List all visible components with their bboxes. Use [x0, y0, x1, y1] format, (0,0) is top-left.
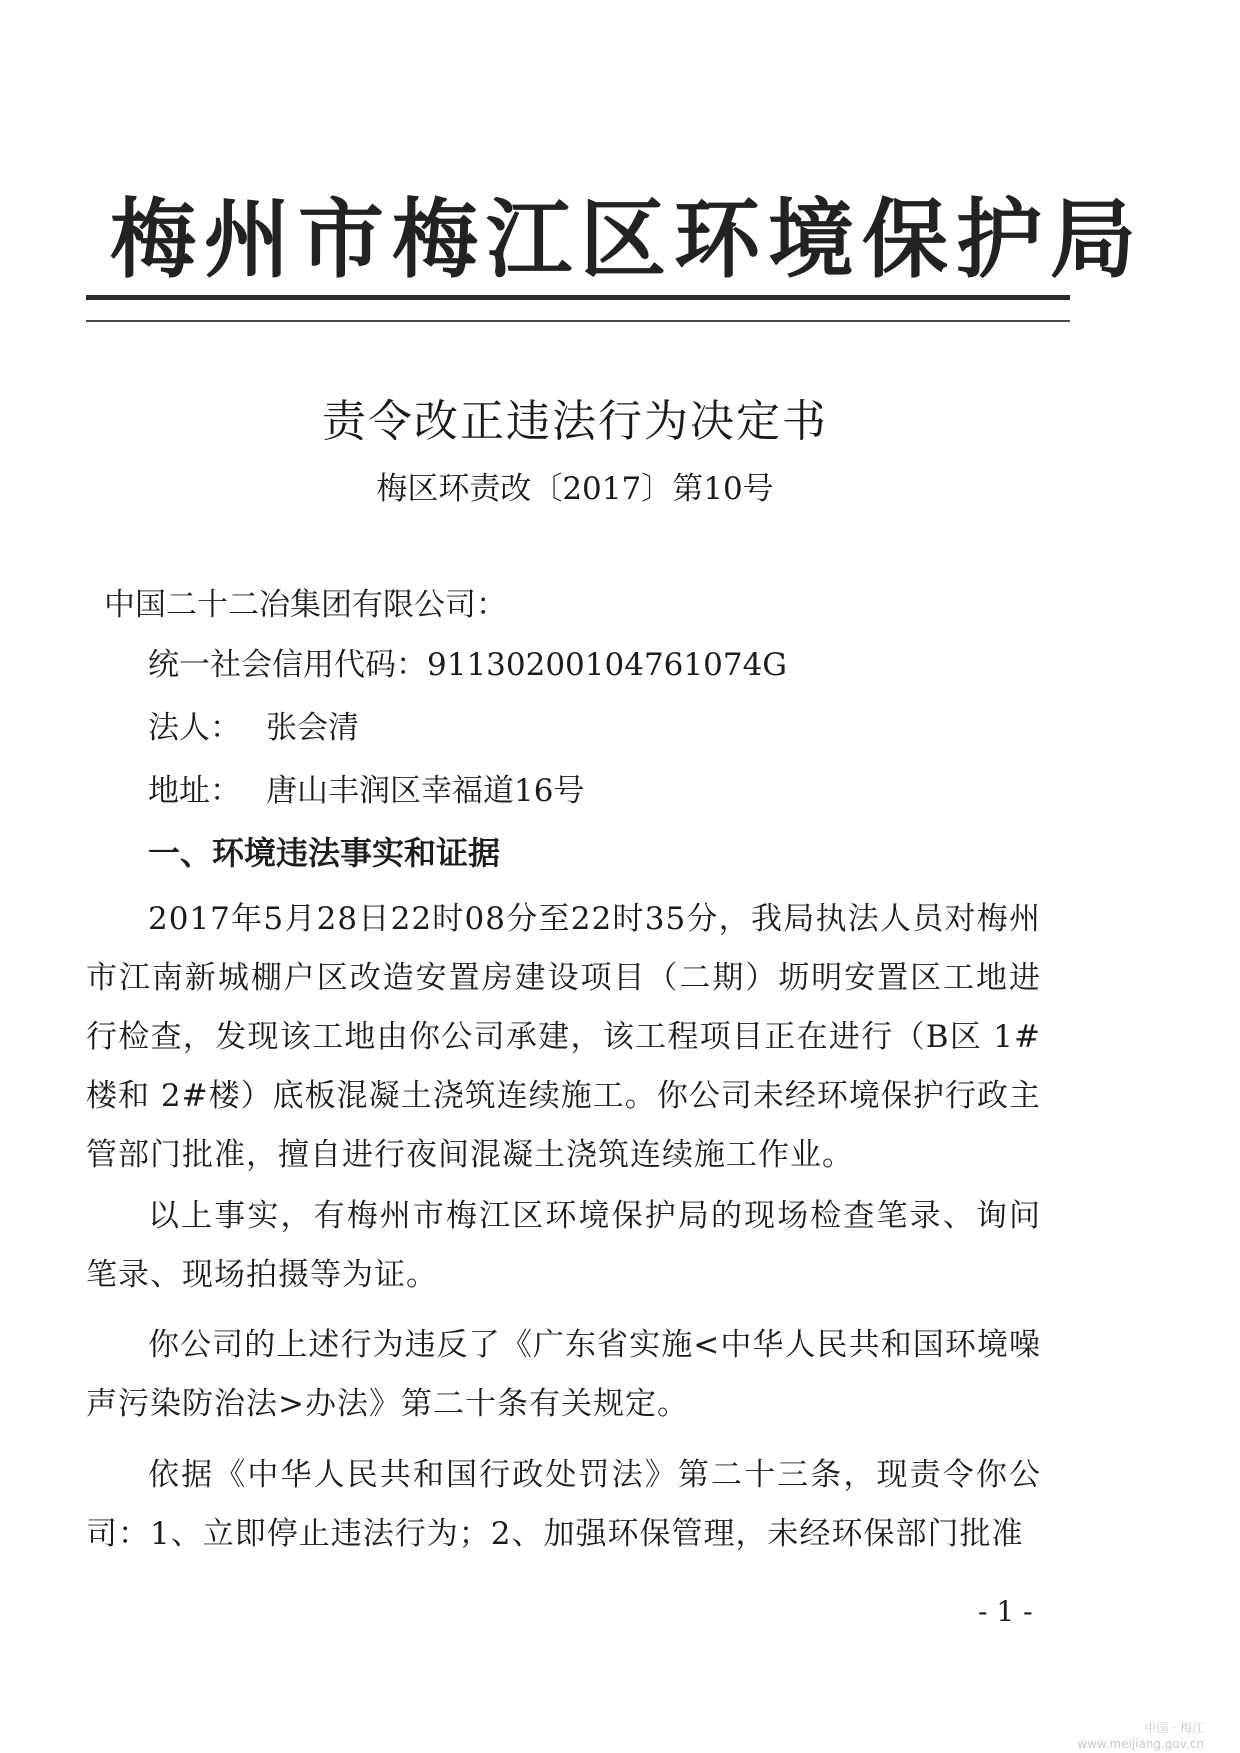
- paragraph-order: 依据《中华人民共和国行政处罚法》第二十三条，现责令你公司：1、立即停止违法行为；2、加强环保管理，未经环保部门批准: [86, 1457, 1041, 1552]
- address-value: 唐山丰润区幸福道16号: [266, 773, 585, 809]
- section-heading: 一、环境违法事实和证据: [148, 834, 501, 872]
- document-number: 梅区环责改〔2017〕第10号: [376, 471, 774, 507]
- address-row: [148, 766, 584, 816]
- watermark-site-name: 中国 · 梅江: [1144, 1721, 1204, 1735]
- site-watermark: [1077, 1720, 1204, 1752]
- agency-letterhead: 梅州市梅江区环境保护局: [110, 190, 1144, 290]
- watermark-url: www.meijiang.gov.cn: [1077, 1737, 1204, 1751]
- recipient-name: 中国二十二冶集团有限公司：: [104, 587, 507, 623]
- credit-code-value: 911302001047610​74G: [427, 647, 788, 683]
- letterhead-divider-thin: [86, 320, 1070, 322]
- document-title: 责令改正违法行为决定书: [322, 396, 828, 447]
- credit-code-label: 统一社会信用代码：: [148, 647, 427, 683]
- address-label: 地址：: [148, 773, 241, 809]
- paragraph-facts: 2017年5月28日22时08分至22时35分，我局执法人员对梅州市江南新城棚户区改造安置房建设项目（二期）坜明安置区工地进行检查，发现该工地由你公司承建，该工程项目正在进行（B区 1#楼和 2#楼）底板混凝土浇筑连续施工。你公司未经环境保护行政主管部门批准，擅自进行夜间混凝土浇筑连续施工作业。: [86, 901, 1041, 1173]
- paragraph-violation: 你公司的上述行为违反了《广东省实施<中华人民共和国环境噪声污染防治法>办法》第二十条有关规定。: [86, 1327, 1041, 1422]
- letterhead-divider-thick: [86, 295, 1070, 300]
- paragraph-evidence: 以上事实，有梅州市梅江区环境保护局的现场检查笔录、询问笔录、现场拍摄等为证。: [86, 1198, 1041, 1293]
- legal-person-value: 张会清: [266, 710, 359, 746]
- credit-code-row: [148, 640, 787, 690]
- legal-person-label: 法人：: [148, 710, 241, 746]
- legal-person-row: [148, 703, 359, 753]
- page-number: - 1 -: [978, 1595, 1033, 1628]
